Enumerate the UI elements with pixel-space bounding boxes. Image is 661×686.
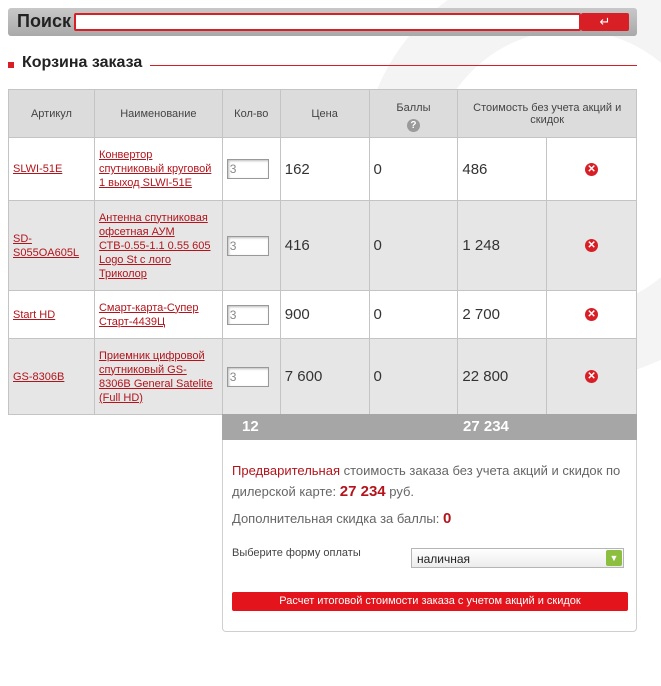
- remove-item-icon[interactable]: ✕: [585, 163, 598, 176]
- order-summary: [222, 440, 637, 632]
- totals-bar: [222, 414, 637, 440]
- currency: руб.: [385, 484, 415, 499]
- payment-selected-value: наличная: [417, 552, 471, 566]
- product-name-link[interactable]: Антенна спутниковая офсетная АУМ СТВ-0.55-1.1 0.55 605 Logo St с лого Триколор: [98, 211, 211, 280]
- section-divider: [150, 65, 637, 66]
- cart-table: [8, 89, 637, 415]
- payment-label: Выберите форму оплаты: [232, 547, 361, 559]
- price-cell: 7 600: [280, 339, 369, 415]
- cost-cell: 2 700: [458, 291, 547, 339]
- calculate-total-button[interactable]: Расчет итоговой стоимости заказа с учетом акций и скидок: [232, 592, 628, 611]
- prelim-text: стоимость заказа без учета акций и скидок по дилерской карте:: [232, 463, 621, 499]
- quantity-input[interactable]: [227, 305, 269, 325]
- product-sku-link[interactable]: SLWI-51E: [13, 163, 63, 175]
- summary-text: [232, 460, 632, 502]
- payment-select[interactable]: [411, 548, 624, 568]
- section-header: [8, 54, 637, 76]
- points-cell: 0: [369, 339, 458, 415]
- points-cell: 0: [369, 201, 458, 291]
- table-row: [9, 291, 637, 339]
- product-sku-link[interactable]: Start HD: [13, 308, 56, 321]
- quantity-input[interactable]: [227, 159, 269, 179]
- summary-total: 27 234: [339, 483, 386, 500]
- price-cell: 900: [280, 291, 369, 339]
- chevron-down-icon: ▼: [606, 550, 622, 566]
- col-header-sku: Артикул: [9, 90, 95, 138]
- bonus-discount: [232, 510, 451, 527]
- remove-item-icon[interactable]: ✕: [585, 239, 598, 252]
- remove-item-icon[interactable]: ✕: [585, 370, 598, 383]
- enter-icon: ↵: [599, 14, 611, 29]
- cost-cell: 22 800: [458, 339, 547, 415]
- points-header-label: Баллы: [396, 101, 431, 114]
- remove-item-icon[interactable]: ✕: [585, 308, 598, 321]
- table-row: [9, 138, 637, 201]
- search-bar: [8, 8, 637, 36]
- table-header-row: [9, 90, 637, 138]
- total-quantity: 12: [242, 418, 259, 435]
- search-input[interactable]: [74, 13, 581, 31]
- col-header-points: [369, 90, 458, 138]
- product-name-link[interactable]: Приемник цифровой спутниковый GS-8306B General Satelite (Full HD): [98, 349, 213, 404]
- section-bullet: [8, 62, 14, 68]
- points-cell: 0: [369, 138, 458, 201]
- points-cell: 0: [369, 291, 458, 339]
- table-row: [9, 201, 637, 291]
- quantity-input[interactable]: [227, 236, 269, 256]
- table-row: [9, 339, 637, 415]
- quantity-input[interactable]: [227, 367, 269, 387]
- section-title: Корзина заказа: [22, 54, 150, 72]
- search-label: Поиск: [17, 11, 72, 31]
- cost-cell: 486: [458, 138, 547, 201]
- product-sku-link[interactable]: GS-8306B: [13, 370, 65, 383]
- help-icon[interactable]: ?: [407, 119, 420, 132]
- col-header-qty: Кол-во: [222, 90, 280, 138]
- col-header-price: Цена: [280, 90, 369, 138]
- col-header-name: Наименование: [94, 90, 222, 138]
- cost-cell: 1 248: [458, 201, 547, 291]
- total-cost: 27 234: [463, 418, 509, 435]
- prelim-word: Предварительная: [232, 463, 340, 478]
- price-cell: 416: [280, 201, 369, 291]
- search-submit-button[interactable]: [581, 13, 629, 31]
- product-name-link[interactable]: Конвертор спутниковый круговой 1 выход SLWI-51E: [98, 149, 212, 189]
- bonus-label: Дополнительная скидка за баллы:: [232, 511, 443, 526]
- price-cell: 162: [280, 138, 369, 201]
- product-name-link[interactable]: Смарт-карта-Супер Старт-4439Ц: [98, 301, 199, 328]
- col-header-cost: Стоимость без учета акций и скидок: [458, 90, 637, 138]
- bonus-value: 0: [442, 510, 452, 527]
- product-sku-link[interactable]: SD-S055OA605L: [13, 232, 80, 259]
